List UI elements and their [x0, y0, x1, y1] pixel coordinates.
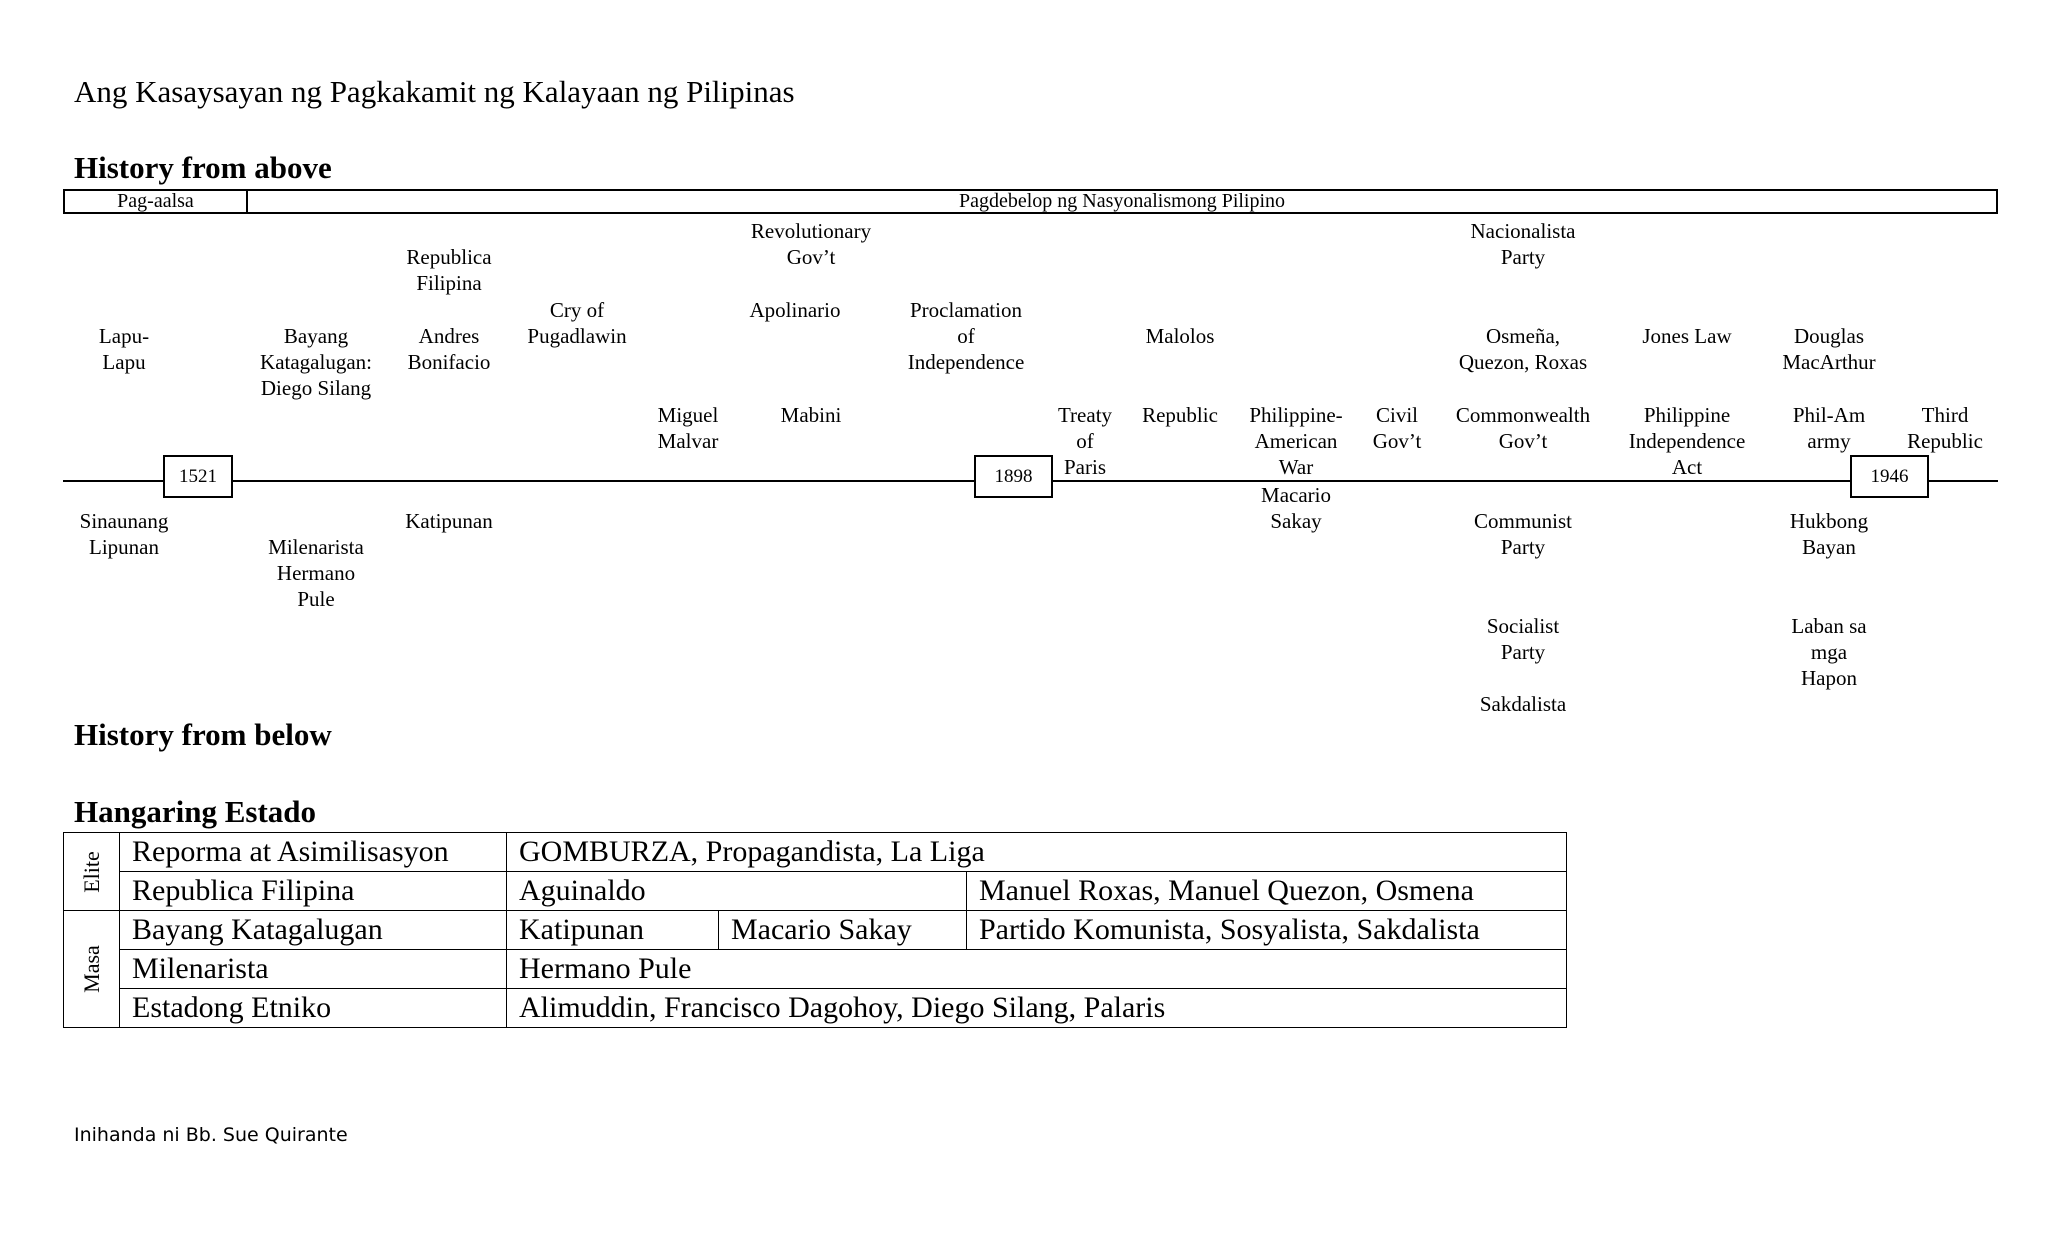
- state-table: [63, 832, 1567, 1028]
- event-label: Katipunan: [405, 509, 493, 533]
- table-cell: Macario Sakay: [719, 911, 967, 950]
- table-cell: Milenarista: [120, 950, 507, 989]
- year-box-1521: 1521: [163, 455, 233, 498]
- footer-credit: Inihanda ni Bb. Sue Quirante: [74, 1124, 348, 1146]
- period-bar-left-label: Pag-aalsa: [117, 190, 194, 212]
- period-bar-right-label: Pagdebelop ng Nasyonalismong Pilipino: [958, 190, 1286, 212]
- section-heading-below: History from below: [74, 717, 332, 752]
- period-bar: [63, 189, 1998, 214]
- event-label: Douglas MacArthur: [1782, 324, 1876, 374]
- group-label-masa: Masa: [78, 945, 104, 993]
- table-row: [64, 833, 1567, 872]
- table-cell: Republica Filipina: [120, 872, 507, 911]
- group-label-elite: Elite: [78, 850, 104, 893]
- event-label: Apolinario: [749, 298, 841, 322]
- year-box-1946: 1946: [1850, 455, 1929, 498]
- event-label: Philippine- American War: [1249, 403, 1343, 479]
- event-label: Milenarista Hermano Pule: [268, 535, 364, 611]
- event-label: Jones Law: [1642, 324, 1732, 348]
- table-cell: Hermano Pule: [507, 950, 1567, 989]
- table-cell: Manuel Roxas, Manuel Quezon, Osmena: [967, 872, 1567, 911]
- event-label: Treaty of Paris: [1057, 403, 1113, 479]
- event-label: Laban sa mga Hapon: [1791, 614, 1867, 690]
- event-label: Macario Sakay: [1261, 483, 1331, 533]
- event-label: Communist Party: [1473, 509, 1573, 559]
- event-label: Socialist Party: [1486, 614, 1560, 664]
- table-cell: Reporma at Asimilisasyon: [120, 833, 507, 872]
- event-label: Nacionalista Party: [1470, 219, 1576, 269]
- table-cell: Aguinaldo: [507, 872, 967, 911]
- event-label: Philippine Independence Act: [1628, 403, 1746, 479]
- table-row: [64, 872, 1567, 911]
- group-cell-masa: [64, 911, 120, 1028]
- event-label: Osmeña, Quezon, Roxas: [1458, 324, 1588, 374]
- document-title: Ang Kasaysayan ng Pagkakamit ng Kalayaan ng Pilipinas: [74, 74, 795, 109]
- event-label: Bayang Katagalugan: Diego Silang: [260, 324, 372, 400]
- table-row: [64, 950, 1567, 989]
- event-label: Third Republic: [1907, 403, 1983, 453]
- event-label: Andres Bonifacio: [407, 324, 491, 374]
- event-label: Revolutionary Gov’t: [750, 219, 872, 269]
- section-heading-state: Hangaring Estado: [74, 794, 317, 829]
- event-label: Malolos: [1145, 324, 1215, 348]
- event-label: Sinaunang Lipunan: [79, 509, 169, 559]
- event-label: Lapu- Lapu: [98, 324, 150, 374]
- event-label: Cry of Pugadlawin: [527, 298, 627, 348]
- event-label: Commonwealth Gov’t: [1455, 403, 1591, 453]
- event-label: Proclamation of Independence: [907, 298, 1025, 374]
- table-cell: Alimuddin, Francisco Dagohoy, Diego Silang, Palaris: [507, 989, 1567, 1028]
- event-label: Republic: [1142, 403, 1218, 427]
- table-row: [64, 911, 1567, 950]
- event-label: Mabini: [780, 403, 842, 427]
- event-label: Civil Gov’t: [1372, 403, 1422, 453]
- event-label: Miguel Malvar: [657, 403, 719, 453]
- table-cell: Bayang Katagalugan: [120, 911, 507, 950]
- table-cell: Estadong Etniko: [120, 989, 507, 1028]
- table-cell: Partido Komunista, Sosyalista, Sakdalista: [967, 911, 1567, 950]
- table-row: [64, 989, 1567, 1028]
- table-cell: GOMBURZA, Propagandista, La Liga: [507, 833, 1567, 872]
- event-label: Phil-Am army: [1792, 403, 1866, 453]
- group-cell-elite: [64, 833, 120, 911]
- table-cell: Katipunan: [507, 911, 719, 950]
- section-heading-above: History from above: [74, 150, 332, 185]
- event-label: Hukbong Bayan: [1789, 509, 1869, 559]
- event-label: Republica Filipina: [406, 245, 492, 295]
- event-label: Sakdalista: [1479, 692, 1567, 716]
- year-box-1898: 1898: [974, 455, 1053, 498]
